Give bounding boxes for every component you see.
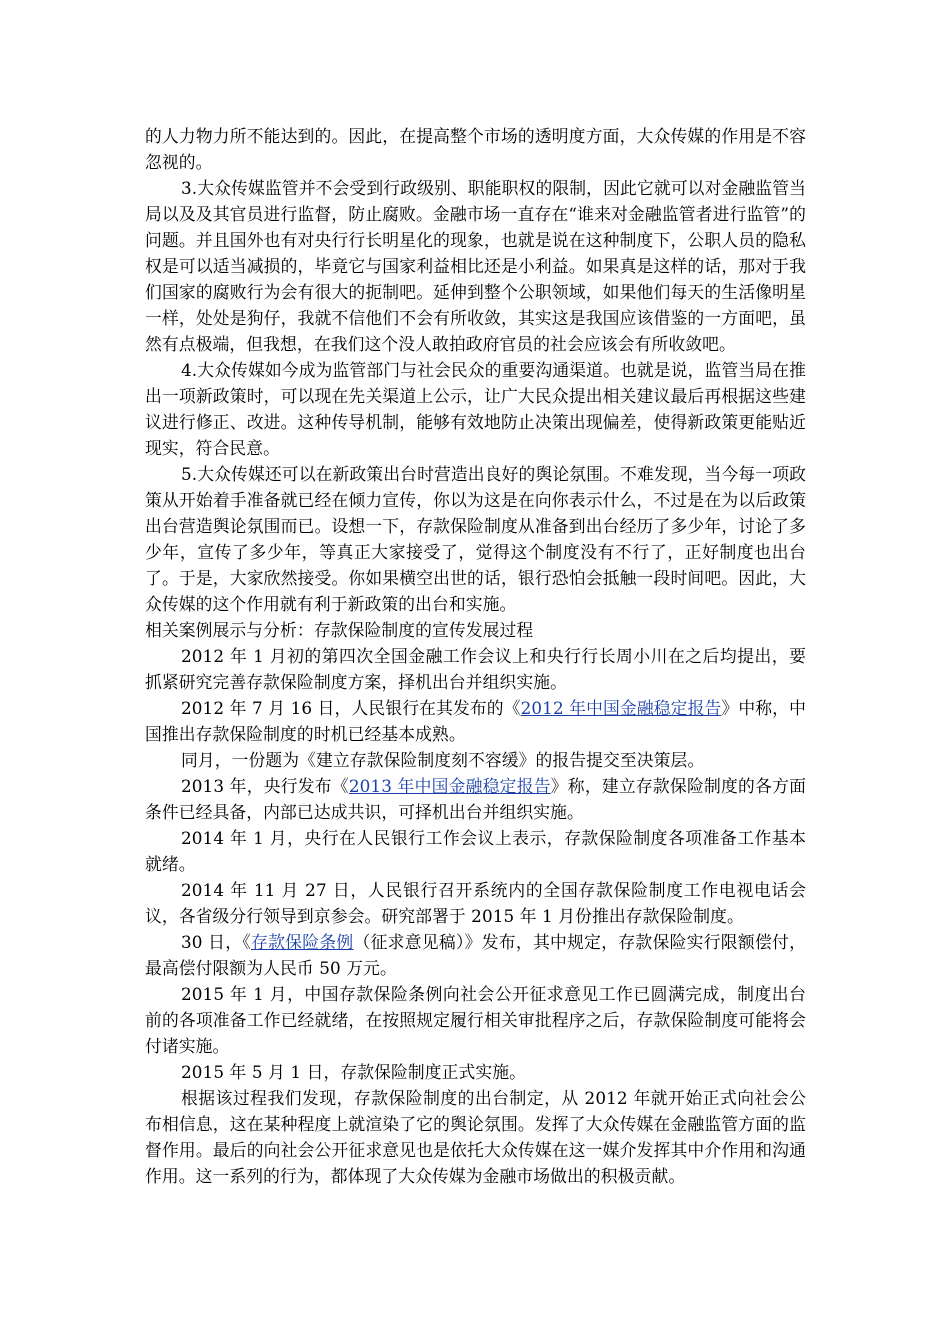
paragraph-text: 》称，建立存款保险制度的各方面条件已经具备，内部已达成共识，可择机出台并组织实施。 [145, 776, 806, 822]
paragraph-30th [145, 929, 806, 981]
paragraph-text: 30 日，《 [181, 932, 252, 952]
paragraph-2015-jan: 2015 年 1 月，中国存款保险条例向社会公开征求意见工作已圆满完成，制度出台前的各项准备工作已经就绪，在按照规定履行相关审批程序之后，存款保险制度可能将会付诸实施。 [145, 984, 806, 1056]
paragraph-same-month: 同月，一份题为《建立存款保险制度刻不容缓》的报告提交至决策层。 [181, 750, 705, 770]
section-heading: 相关案例展示与分析：存款保险制度的宣传发展过程 [145, 620, 534, 640]
report-2013-link[interactable]: 2013 年中国金融稳定报告 [348, 776, 551, 796]
paragraph-2013 [145, 773, 806, 825]
paragraph-2015-may: 2015 年 5 月 1 日，存款保险制度正式实施。 [181, 1062, 527, 1082]
paragraph-2014-nov: 2014 年 11 月 27 日，人民银行召开系统内的全国存款保险制度工作电视电话会议，各省级分行领导到京参会。研究部署于 2015 年 1 月份推出存款保险制度。 [145, 880, 806, 926]
paragraph-text: （征求意见稿）》发布，其中规定，存款保险实行限额偿付，最高偿付限额为人民币 50 万元。 [145, 932, 806, 978]
document-page [145, 123, 806, 1189]
paragraph-point-4: 4.大众传媒如今成为监管部门与社会民众的重要沟通渠道。也就是说，监管当局在推出一项新政策时，可以现在先关渠道上公示，让广大民众提出相关建议最后再根据这些建议进行修正、改进。这种传导机制，能够有效地防止决策出现偏差，使得新政策更能贴近现实，符合民意。 [145, 360, 806, 458]
paragraph-2012-jul [145, 695, 806, 747]
paragraph-text: 2012 年 7 月 16 日，人民银行在其发布的《 [181, 698, 521, 718]
deposit-insurance-regulation-link[interactable]: 存款保险条例 [251, 932, 354, 952]
paragraph-point-3: 3.大众传媒监管并不会受到行政级别、职能职权的限制，因此它就可以对金融监管当局以及及其官员进行监督，防止腐败。金融市场一直存在“谁来对金融监管者进行监管”的问题。并且国外也有对央行行长明星化的现象，也就是说在这种制度下，公职人员的隐私权是可以适当减损的，毕竟它与国家利益相比还是小利益。如果真是这样的话，那对于我们国家的腐败行为会有很大的扼制吧。延伸到整个公职领域，如果他们每天的生活像明星一样，处处是狗仔，我就不信他们不会有所收敛，其实这是我国应该借鉴的一方面吧，虽然有点极端，但我想，在我们这个没人敢拍政府官员的社会应该会有所收敛吧。 [145, 178, 806, 354]
paragraph-text: 》中称，中国推出存款保险制度的时机已经基本成熟。 [145, 698, 806, 744]
paragraph-point-5: 5.大众传媒还可以在新政策出台时营造出良好的舆论氛围。不难发现，当今每一项政策从开始着手准备就已经在倾力宣传，你以为这是在向你表示什么，不过是在为以后政策出台营造舆论氛围而已。设想一下，存款保险制度从准备到出台经历了多少年，讨论了多少年，宣传了多少年，等真正大家接受了，觉得这个制度没有不行了，正好制度也出台了。于是，大家欣然接受。你如果横空出世的话，银行恐怕会抵触一段时间吧。因此，大众传媒的这个作用就有利于新政策的出台和实施。 [145, 464, 806, 614]
paragraph-conclusion: 根据该过程我们发现，存款保险制度的出台制定，从 2012 年就开始正式向社会公布相信息，这在某种程度上就渲染了它的舆论氛围。发挥了大众传媒在金融监管方面的监督作用。最后的向社会公开征求意见也是依托大众传媒在这一媒介发挥其中介作用和沟通作用。这一系列的行为，都体现了大众传媒为金融市场做出的积极贡献。 [145, 1088, 806, 1186]
report-2012-link[interactable]: 2012 年中国金融稳定报告 [520, 698, 722, 718]
paragraph-2014-jan: 2014 年 1 月，央行在人民银行工作会议上表示，存款保险制度各项准备工作基本就绪。 [145, 828, 806, 874]
paragraph-text: 2013 年，央行发布《 [181, 776, 349, 796]
paragraph-2012-jan: 2012 年 1 月初的第四次全国金融工作会议上和央行行长周小川在之后均提出，要抓紧研究完善存款保险制度方案，择机出台并组织实施。 [145, 646, 806, 692]
paragraph-continuation: 的人力物力所不能达到的。因此，在提高整个市场的透明度方面，大众传媒的作用是不容忽视的。 [145, 126, 806, 172]
